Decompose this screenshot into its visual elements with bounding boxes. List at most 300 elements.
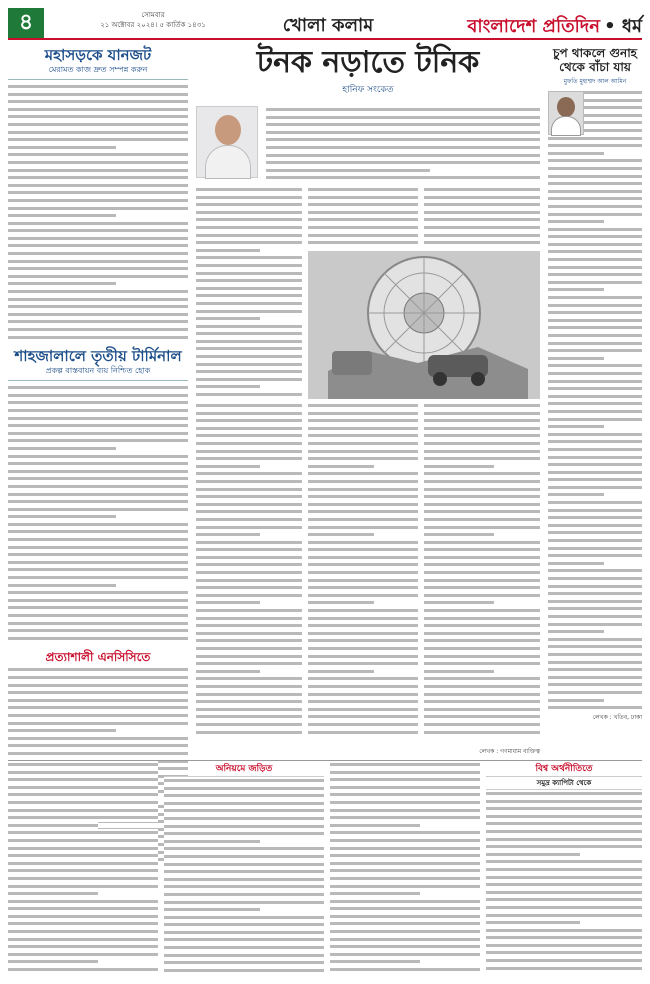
text-line	[196, 300, 302, 308]
text-line	[8, 597, 188, 605]
text-line	[8, 513, 116, 521]
text-line	[8, 136, 188, 144]
text-line	[424, 508, 540, 516]
text-line	[164, 952, 324, 960]
text-line	[8, 483, 188, 491]
text-line	[308, 546, 418, 554]
text-line	[548, 294, 642, 302]
band-heading: বিশ্ব অর্থনীতিতে	[486, 761, 642, 777]
text-line	[196, 201, 302, 209]
text-line	[330, 845, 480, 853]
text-line	[266, 129, 540, 137]
text-line	[548, 674, 642, 682]
text-line	[330, 883, 480, 891]
text-line	[196, 486, 302, 494]
text-line	[164, 868, 324, 876]
text-line	[330, 905, 480, 913]
text-line	[548, 271, 642, 279]
text-line	[330, 860, 480, 868]
text-line	[486, 813, 642, 821]
text-line	[8, 129, 188, 137]
text-line	[308, 470, 418, 478]
text-line	[548, 317, 642, 325]
text-line	[8, 913, 158, 921]
text-line	[8, 837, 158, 845]
text-line	[196, 410, 302, 418]
text-line	[308, 194, 418, 202]
text-line	[308, 706, 418, 714]
text-line	[548, 590, 642, 598]
text-line	[164, 800, 324, 808]
article-body	[486, 790, 642, 972]
text-line	[308, 645, 418, 653]
text-line	[548, 309, 642, 317]
text-line	[8, 334, 188, 342]
bottom-band	[8, 760, 642, 976]
text-line	[196, 698, 302, 706]
article-subtitle: মেরামত কাজ দ্রুত সম্পন্ন করুন	[8, 64, 188, 80]
text-line	[424, 448, 540, 456]
text-line	[164, 967, 324, 975]
text-line	[486, 798, 642, 806]
page-number: ৪	[8, 8, 44, 38]
text-line	[486, 836, 642, 844]
text-line	[548, 537, 642, 545]
text-line	[196, 683, 302, 691]
text-line	[486, 858, 642, 866]
text-line	[330, 807, 480, 815]
text-line	[8, 460, 188, 468]
text-line	[164, 899, 324, 907]
text-line	[486, 912, 642, 920]
text-line	[308, 440, 418, 448]
text-line	[424, 216, 540, 224]
text-line	[548, 446, 642, 454]
text-line	[8, 318, 188, 326]
text-line	[266, 144, 540, 152]
text-line	[196, 232, 302, 240]
text-line	[266, 136, 540, 144]
text-line	[548, 378, 642, 386]
text-line	[308, 186, 418, 194]
text-line	[8, 113, 188, 121]
text-line	[486, 851, 580, 859]
text-line	[8, 415, 188, 423]
text-line	[8, 890, 98, 898]
text-line	[196, 254, 302, 262]
text-line	[196, 531, 260, 539]
text-line	[308, 448, 418, 456]
text-line	[486, 843, 642, 851]
text-line	[196, 622, 302, 630]
text-line	[548, 408, 642, 416]
text-line	[196, 599, 260, 607]
text-line	[424, 224, 540, 232]
text-line	[424, 470, 540, 478]
text-line	[424, 637, 540, 645]
text-line	[424, 691, 540, 699]
text-line	[8, 852, 158, 860]
text-line	[424, 653, 540, 661]
text-line	[424, 194, 540, 202]
text-line	[424, 493, 540, 501]
illustration	[308, 251, 540, 399]
text-line	[8, 720, 188, 728]
text-line	[330, 898, 480, 906]
text-line	[308, 561, 418, 569]
text-line	[486, 805, 642, 813]
text-line	[548, 681, 642, 689]
text-line	[308, 660, 418, 668]
text-line	[308, 209, 418, 217]
text-line	[8, 750, 188, 758]
text-line	[8, 867, 158, 875]
text-line	[196, 675, 302, 683]
text-line	[196, 376, 302, 384]
text-line	[8, 121, 188, 129]
text-line	[196, 270, 302, 278]
text-line	[548, 264, 642, 272]
text-line	[424, 463, 494, 471]
text-line	[308, 463, 374, 471]
text-line	[8, 682, 188, 690]
text-line	[8, 491, 188, 499]
text-line	[548, 332, 642, 340]
text-line	[548, 416, 642, 424]
text-line	[548, 438, 642, 446]
text-line	[196, 584, 302, 592]
text-line	[548, 643, 642, 651]
text-line	[8, 635, 188, 643]
text-line	[424, 432, 540, 440]
text-line	[548, 355, 604, 363]
text-line	[308, 721, 418, 729]
text-line	[8, 875, 158, 883]
text-line	[8, 453, 188, 461]
text-line	[8, 559, 188, 567]
text-line	[164, 777, 324, 785]
issue-date	[68, 10, 238, 30]
text-line	[424, 706, 540, 714]
text-line	[308, 713, 418, 721]
text-line	[8, 951, 158, 959]
text-line	[8, 265, 188, 273]
article-body	[308, 402, 418, 736]
text-line	[424, 561, 540, 569]
text-line	[8, 627, 188, 635]
text-line	[196, 383, 260, 391]
text-line	[8, 235, 188, 243]
text-line	[330, 822, 420, 830]
text-line	[196, 402, 302, 410]
text-line	[8, 528, 188, 536]
text-line	[8, 536, 188, 544]
text-line	[424, 569, 540, 577]
text-line	[196, 216, 302, 224]
text-line	[424, 524, 540, 532]
text-line	[8, 399, 188, 407]
text-line	[424, 516, 540, 524]
text-line	[8, 928, 158, 936]
text-line	[308, 683, 418, 691]
text-line	[8, 326, 188, 334]
section-title: খোলা কলাম	[282, 15, 374, 36]
text-line	[424, 683, 540, 691]
text-line	[196, 440, 302, 448]
subsection-label: • ধর্ম	[604, 16, 642, 37]
text-line	[8, 582, 116, 590]
text-line	[196, 285, 302, 293]
text-line	[308, 554, 418, 562]
text-line	[308, 653, 418, 661]
text-line	[196, 660, 302, 668]
text-line	[8, 799, 158, 807]
text-line	[548, 218, 604, 226]
text-line	[8, 742, 188, 750]
issue-dates: ২১ অক্টোবর ২০২৪। ৫ কার্তিক ১৪৩১	[100, 21, 206, 29]
text-line	[424, 209, 540, 217]
text-line	[196, 186, 302, 194]
text-line	[424, 232, 540, 240]
text-line	[8, 445, 116, 453]
brand-logo: বাংলাদেশ প্রতিদিন	[467, 16, 600, 37]
text-line	[8, 83, 188, 91]
article-body	[424, 186, 540, 247]
text-line	[8, 674, 188, 682]
article-body	[196, 186, 302, 399]
text-line	[308, 493, 418, 501]
text-line	[196, 615, 302, 623]
text-line	[196, 247, 260, 255]
text-line	[308, 577, 418, 585]
text-line	[548, 233, 642, 241]
text-line	[196, 592, 302, 600]
text-line	[196, 417, 302, 425]
text-line	[8, 589, 188, 597]
text-line	[308, 410, 418, 418]
text-line	[8, 936, 158, 944]
text-line	[308, 539, 418, 547]
text-line	[548, 226, 642, 234]
text-line	[424, 584, 540, 592]
text-line	[548, 583, 642, 591]
text-line	[8, 814, 158, 822]
text-line	[196, 361, 302, 369]
text-line	[486, 904, 642, 912]
author-credit: লেখক : খতিব, ঢাকা	[592, 713, 642, 721]
text-line	[548, 461, 642, 469]
text-line	[164, 815, 324, 823]
text-line	[164, 959, 324, 967]
text-line	[8, 430, 188, 438]
text-line	[196, 194, 302, 202]
text-line	[308, 691, 418, 699]
text-line	[548, 362, 642, 370]
byline: মুফতি মুহাম্মদ আল আমিন	[563, 78, 627, 85]
text-line	[308, 232, 418, 240]
text-line	[330, 799, 480, 807]
text-line	[548, 484, 642, 492]
text-line	[308, 417, 418, 425]
text-line	[8, 498, 188, 506]
author-photo	[196, 106, 258, 178]
text-line	[164, 792, 324, 800]
text-line	[196, 607, 302, 615]
text-line	[196, 653, 302, 661]
text-line	[164, 883, 324, 891]
text-line	[424, 668, 494, 676]
text-line	[266, 114, 540, 122]
text-line	[196, 323, 302, 331]
text-line	[330, 814, 480, 822]
text-line	[308, 425, 418, 433]
text-line	[308, 622, 418, 630]
text-line	[330, 776, 480, 784]
text-line	[548, 659, 642, 667]
text-line	[266, 167, 430, 175]
text-line	[548, 636, 642, 644]
text-line	[424, 645, 540, 653]
right-column	[548, 46, 642, 756]
text-line	[8, 776, 158, 784]
text-line	[164, 838, 260, 846]
band-column	[486, 761, 642, 977]
text-line	[424, 478, 540, 486]
text-line	[424, 607, 540, 615]
text-line	[8, 296, 188, 304]
text-line	[196, 691, 302, 699]
text-line	[548, 605, 642, 613]
article-title: মহাসড়কে যানজট	[44, 46, 152, 64]
text-line	[8, 227, 188, 235]
text-line	[424, 622, 540, 630]
text-line	[548, 666, 642, 674]
text-line	[548, 431, 642, 439]
text-line	[548, 279, 642, 287]
text-line	[8, 174, 188, 182]
text-line	[548, 150, 604, 158]
text-line	[486, 934, 642, 942]
text-line	[548, 393, 642, 401]
text-line	[486, 949, 642, 957]
text-line	[8, 727, 116, 735]
text-line	[196, 668, 260, 676]
text-line	[548, 142, 642, 150]
masthead	[8, 8, 642, 40]
text-line	[548, 476, 642, 484]
text-line	[8, 182, 188, 190]
text-line	[164, 861, 324, 869]
text-line	[308, 201, 418, 209]
text-line	[8, 829, 158, 837]
text-line	[196, 448, 302, 456]
text-line	[330, 867, 480, 875]
text-line	[424, 239, 540, 247]
text-line	[548, 211, 642, 219]
text-line	[196, 630, 302, 638]
text-line	[424, 630, 540, 638]
author-photo	[548, 91, 584, 135]
text-line	[164, 936, 324, 944]
text-line	[196, 729, 302, 737]
text-line	[548, 567, 642, 575]
text-line	[424, 554, 540, 562]
text-line	[548, 514, 642, 522]
text-line	[548, 469, 642, 477]
text-line	[196, 493, 302, 501]
text-line	[486, 965, 642, 973]
text-line	[196, 516, 302, 524]
text-line	[8, 220, 188, 228]
text-line	[8, 769, 158, 777]
text-line	[308, 239, 418, 247]
article-title: শাহজালালে তৃতীয় টার্মিনাল	[14, 347, 182, 366]
text-line	[196, 637, 302, 645]
text-line	[424, 425, 540, 433]
text-line	[196, 713, 302, 721]
text-line	[8, 905, 158, 913]
text-line	[424, 539, 540, 547]
article-body	[266, 106, 540, 182]
text-line	[8, 167, 188, 175]
text-line	[196, 470, 302, 478]
text-line	[196, 455, 302, 463]
text-line	[424, 402, 540, 410]
text-line	[8, 566, 188, 574]
text-line	[548, 347, 642, 355]
text-line	[8, 604, 188, 612]
text-line	[424, 417, 540, 425]
text-line	[8, 311, 188, 319]
text-line	[548, 340, 642, 348]
text-line	[330, 791, 480, 799]
issue-day: সোমবার	[141, 11, 165, 19]
text-line	[8, 422, 188, 430]
text-line	[548, 522, 642, 530]
text-line	[424, 713, 540, 721]
text-line	[424, 440, 540, 448]
text-line	[548, 286, 604, 294]
text-line	[8, 98, 188, 106]
text-line	[8, 697, 188, 705]
text-line	[196, 277, 302, 285]
text-line	[424, 546, 540, 554]
text-line	[486, 896, 642, 904]
text-line	[8, 212, 116, 220]
text-line	[196, 368, 302, 376]
text-line	[8, 620, 188, 628]
text-line	[424, 201, 540, 209]
text-line	[548, 697, 604, 705]
text-line	[8, 392, 188, 400]
text-line	[424, 615, 540, 623]
text-line	[308, 516, 418, 524]
text-line	[330, 966, 480, 974]
text-line	[8, 845, 158, 853]
text-line	[424, 531, 494, 539]
article-body	[330, 761, 480, 974]
text-line	[308, 478, 418, 486]
text-line	[196, 501, 302, 509]
text-line	[164, 785, 324, 793]
text-line	[196, 308, 302, 316]
article-title: চুপ থাকলে গুনাহ থেকে বাঁচা যায়	[553, 46, 637, 74]
text-line	[548, 507, 642, 515]
text-line	[548, 324, 642, 332]
article-subtitle: প্রকল্প বাস্তবায়ন ব্যয় নিশ্চিত হোক	[8, 365, 188, 381]
text-line	[8, 574, 188, 582]
text-line	[308, 675, 418, 683]
